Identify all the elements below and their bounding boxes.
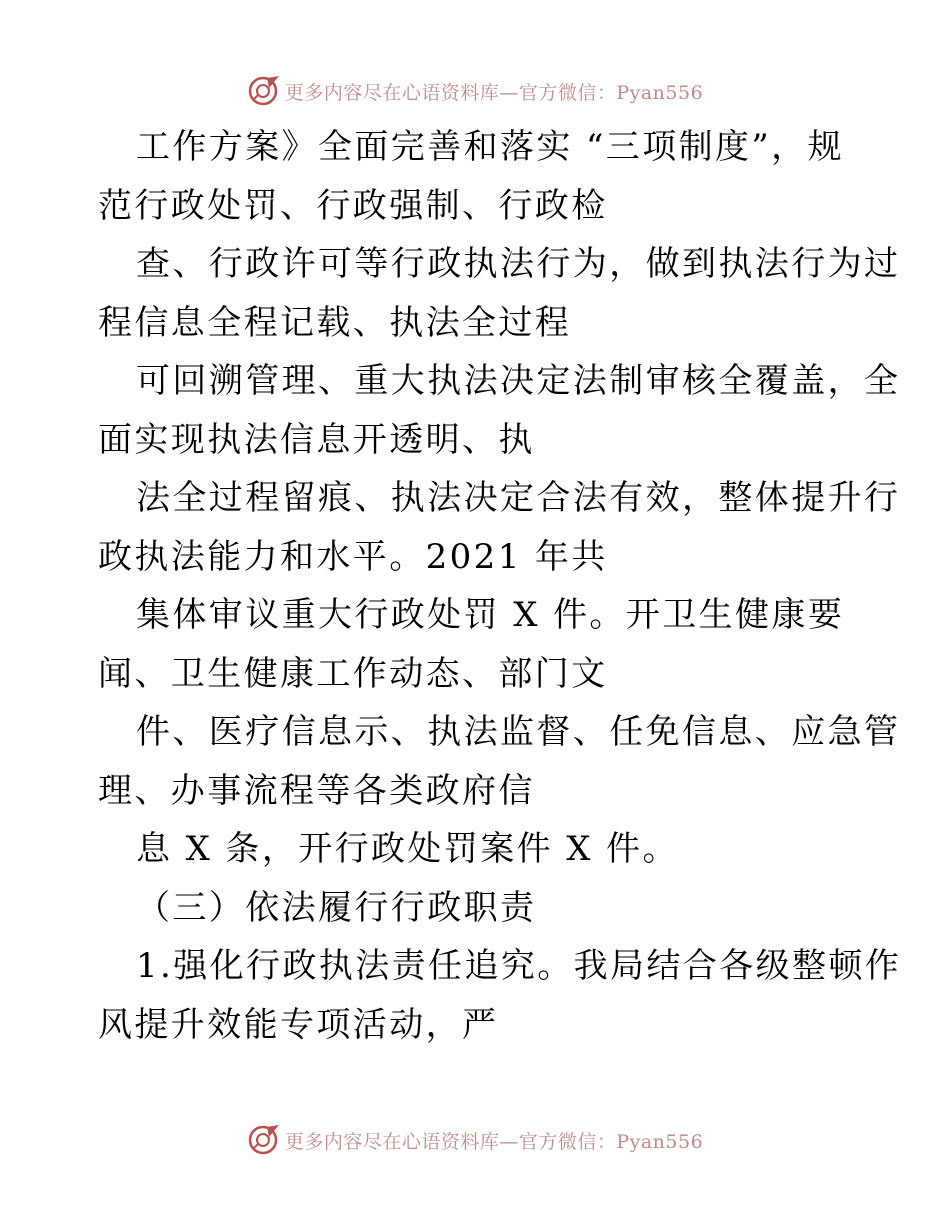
body-line: 查、行政许可等行政执法行为，做到执法行为过	[136, 244, 901, 284]
body-line: 息 X 条，开行政处罚案件 X 件。	[136, 829, 679, 869]
body-line: 法全过程留痕、执法决定合法有效，整体提升行	[136, 478, 901, 518]
footer-banner-text: 更多内容尽在心语资料库—官方微信：Pyan556	[284, 1130, 704, 1153]
body-line: 理、办事流程等各类政府信	[98, 770, 535, 811]
body-line: 件、医疗信息示、执法监督、任免信息、应急管	[136, 712, 901, 752]
header-banner	[0, 73, 950, 109]
pen-logo-icon	[247, 1123, 281, 1157]
body-line: 程信息全程记载、执法全过程	[98, 302, 572, 343]
body-line: 集体审议重大行政处罚 X 件。开卫生健康要	[136, 595, 845, 635]
body-line: 风提升效能专项活动，严	[98, 1004, 499, 1045]
body-line: 政执法能力和水平。2021 年共	[98, 536, 608, 577]
body-line: 闻、卫生健康工作动态、部门文	[98, 653, 608, 694]
body-line: 范行政处罚、行政强制、行政检	[98, 185, 608, 226]
body-line: 面实现执法信息开透明、执	[98, 419, 535, 460]
footer-banner	[0, 1122, 950, 1158]
document-body	[98, 118, 902, 1054]
body-line: 工作方案》全面完善和落实 “三项制度”，规	[136, 127, 844, 167]
section-heading: （三）依法履行行政职责	[136, 887, 537, 928]
header-banner-text: 更多内容尽在心语资料库—官方微信：Pyan556	[284, 81, 704, 104]
body-line: 可回溯管理、重大执法决定法制审核全覆盖，全	[136, 361, 901, 401]
body-line: 1.强化行政执法责任追究。我局结合各级整顿作	[136, 946, 902, 986]
pen-logo-icon	[247, 74, 281, 108]
